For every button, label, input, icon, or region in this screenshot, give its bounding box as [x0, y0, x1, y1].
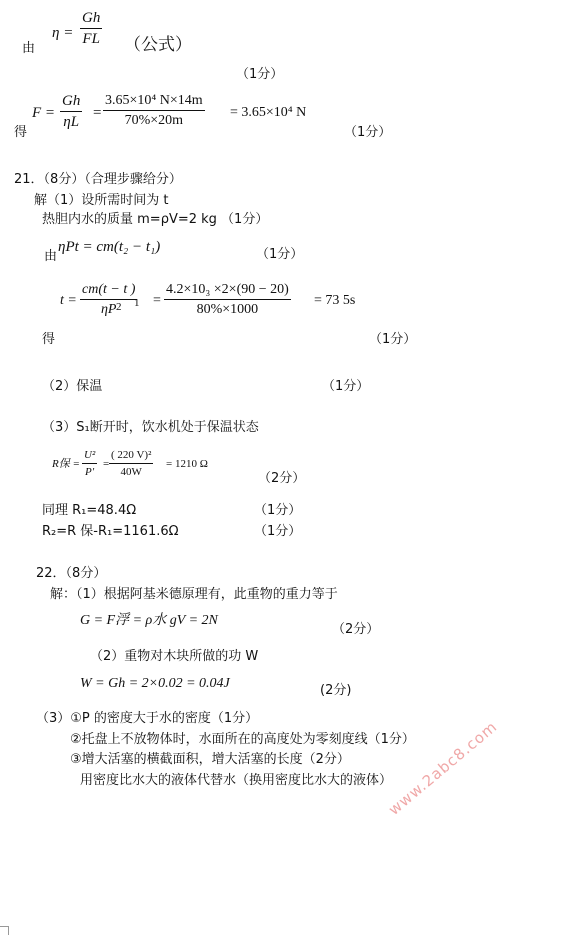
eta-score: （1分） — [236, 67, 284, 82]
q22-eq-G-score: （2分） — [332, 622, 380, 637]
f-result: = 3.65×10⁴ N — [230, 105, 307, 120]
q21-r-fraction-2 — [109, 449, 153, 478]
q21-t-den: ηP — [100, 302, 117, 318]
q21-r-score: （2分） — [258, 471, 306, 486]
q21-step2-score: （1分） — [322, 379, 370, 394]
q21-r2-score: （1分） — [254, 524, 302, 539]
q22-eq-W: W = Gh = 2×0.02 = 0.04J — [80, 676, 230, 691]
page-corner-mark — [0, 926, 9, 935]
q21-r-den2: 40W — [120, 465, 142, 478]
q22-eq-W-score: (2分) — [320, 683, 352, 698]
eta-prefix: 由 — [22, 41, 36, 56]
q21-heat-prefix: 由 — [44, 249, 58, 264]
q21-t-num: cm(t − t ) — [80, 282, 137, 300]
q21-step2: （2）保温 — [42, 379, 103, 394]
eta-lhs: η = — [52, 25, 74, 41]
q21-r-num2: ( 220 V)² — [109, 449, 153, 464]
q22-step2: （2）重物对木块所做的功 W — [90, 649, 259, 664]
q22-step3-4: 用密度比水大的液体代替水（换用密度比水大的液体） — [80, 773, 393, 788]
q21-heading: 21．（8分）（合理步骤给分） — [14, 172, 182, 187]
q21-r-fraction-1 — [82, 449, 97, 478]
f-den-1: ηL — [63, 114, 80, 131]
q21-r-result: = 1210 Ω — [166, 458, 208, 470]
q21-heat-score: （1分） — [256, 247, 304, 262]
q21-t-fraction-2 — [164, 282, 291, 318]
f-lhs: F = — [32, 105, 56, 121]
q21-r2: R₂=R 保-R₁=1161.6Ω — [42, 524, 179, 539]
f-fraction-1 — [60, 93, 82, 132]
f-num-1: Gh — [60, 93, 82, 112]
q21-r1-score: （1分） — [254, 503, 302, 518]
q21-r-num: U² — [82, 449, 97, 464]
f-num-2: 3.65×10⁴ N×14m — [103, 93, 205, 111]
q22-step3-3: ③增大活塞的横截面积，增大活塞的长度（2分） — [70, 752, 350, 767]
q21-t-score: （1分） — [369, 332, 417, 347]
q21-step3: （3）S₁断开时，饮水机处于保温状态 — [42, 420, 259, 435]
q21-r-eq: = — [103, 458, 110, 470]
f-fraction-2 — [103, 93, 205, 129]
q21-t-lhs: t = — [60, 293, 77, 308]
q21-t-den2: 80%×1000 — [196, 302, 259, 318]
eta-note: （公式） — [124, 35, 192, 55]
q21-r-lhs: R保 = — [52, 458, 80, 470]
q22-eq-G: G = F浮 = ρ水 gV = 2N — [80, 613, 218, 628]
q21-heat-equation: ηPt = cm(t₂ − t₁) — [58, 239, 161, 255]
eta-denominator: FL — [82, 31, 100, 48]
q21-t-num2: 4.2×10₃ ×2×(90 − 20) — [164, 282, 291, 300]
q22-step3-1: （3）①P 的密度大于水的密度（1分） — [36, 711, 259, 726]
q22-step3-2: ②托盘上不放物体时，水面所在的高度处为零刻度线（1分） — [70, 732, 415, 747]
watermark: www.2abc8.com — [385, 717, 501, 819]
q21-t-fraction-1 — [80, 282, 137, 318]
q21-t-result: = 73 5s — [314, 293, 356, 308]
q22-heading: 22．（8分） — [36, 566, 107, 581]
f-prefix: 得 — [14, 125, 28, 140]
eta-fraction — [80, 10, 102, 49]
q21-t-prefix: 得 — [42, 332, 56, 347]
q21-r-den: P′ — [85, 465, 95, 478]
q21-t-sub1: 1 — [134, 297, 140, 309]
f-eq-1: = — [93, 105, 102, 121]
f-den-2: 70%×20m — [124, 113, 184, 129]
q21-step1-intro: 解（1）设所需时间为 t — [34, 193, 169, 208]
eta-numerator: Gh — [80, 10, 102, 29]
f-score: （1分） — [344, 125, 392, 140]
q21-t-eq: = — [153, 293, 161, 308]
q22-step1: 解：（1）根据阿基米德原理有，此重物的重力等于 — [50, 587, 338, 602]
q21-t-sub2: 2 — [116, 301, 122, 313]
q21-step1-mass: 热胆内水的质量 m=ρV=2 kg （1分） — [42, 212, 269, 227]
q21-r1: 同理 R₁=48.4Ω — [42, 503, 137, 518]
